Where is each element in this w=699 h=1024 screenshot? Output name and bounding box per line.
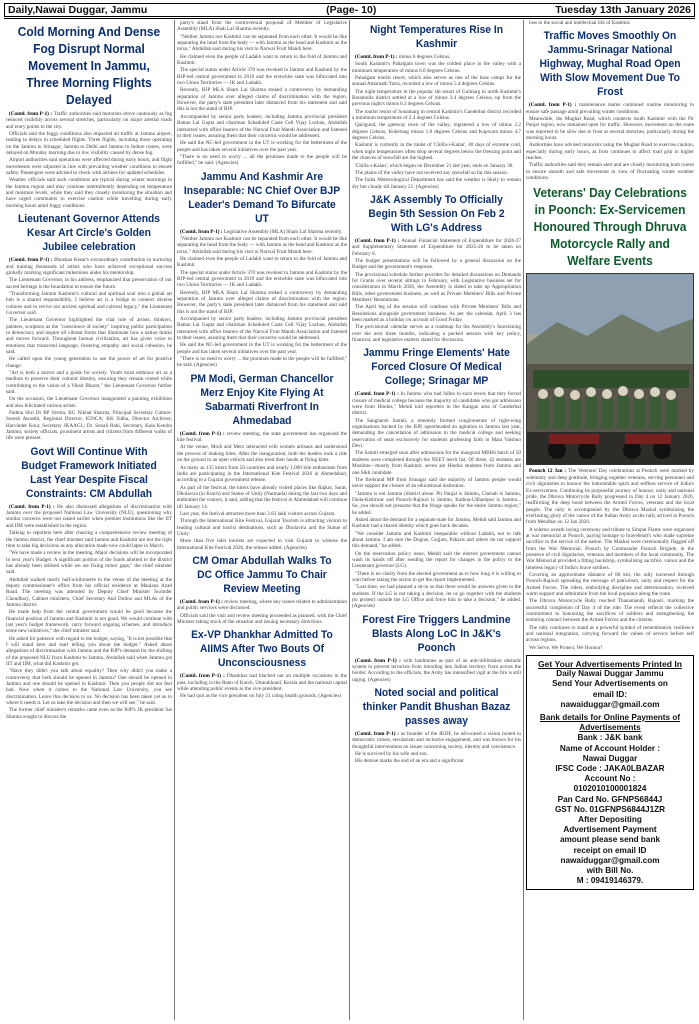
paragraph: On the occasion, the Lieutenant Governor inaugurated a painting exhibition and also felicitated various artists. [6,396,172,409]
headline-forest-fire[interactable]: Forest Fire Triggers Landmine Blasts Along LoC In J&K's Poonch [362,613,511,654]
paragraph: Authorities have advised motorists using the Mughal Road to exercise caution, especially during early hours, as frost continues to affect road grip in higher reaches. [526,142,694,162]
column-4 [526,20,694,1022]
paragraph: Padma Shri Dr BP Verma; BG Nikhat Sharma, Principal Secretary Culture; Suresh Awasthi, Regional Director, IGNCA; KK Sidha, Director Archives; Harvinder Kour, Secretary JKAACL; Dr. Sonali Rahi, Secretary, Kala Kendra Jammu; society officials, prominent artists and citizens from different walks of life were present. [6,410,172,442]
ad-line: Account No : [584,774,636,784]
paragraph: The rally continues to stand as a powerful symbol of remembrance, resilience and national integration, carrying forward the values of service before self across regions. [526,624,694,644]
paragraph: "Art is both a mirror and a guide for society. Youth must embrace art as a medium to preserve their cultural identity, ensuring they remain rooted while contributing to the vision of a Viksit Bharat," the Lieutenant Governor further said. [6,370,172,396]
paragraph: We Serve, We Protect, We Honour! [529,644,603,651]
dateline: (Contd. from P-1) : [180,598,225,605]
ad-contact-lines [531,669,689,710]
paragraph: A solemn wreath laying ceremony and tribute to Simpal Flame were organised at war memorial at Poonch, paying homage to braveheart's who made supreme sacrifice in the service of the nation. The Mashal were ceremonially flagged off from the War Memorial, Poonch by Commander Poonch Brigade, in the presence of civil dignitaries, veterans and members of the local community. The War Memorial provided a fitting backdrop, symbolising sacrifice, valour and the timeless legacy of India's brave soldiers. [526,526,694,571]
paragraph: "Neither Jammu nor Kashmir can be separated from each other. It would be like separating the head from the body — with Jammu as the head and Kashmir as the torso," Abdullah said during his visit to Narwal Fruit Mandi here. [177,33,347,53]
dateline: (Contd. from P-1) : [355,237,402,244]
paragraph: (Contd. from P-1) : Traffic authorities said motorists drove cautiously as fog reduced visibility across several stretches, particularly on major arterial roads and entry points to the city. [6,111,172,130]
paragraph: South Kashmir's Pahalgam town was the coldest place in the valley with a minimum temperature of minus 6.0 degrees Celsius. [352,61,521,74]
paragraph: (Contd. from P-1) : He also dismissed allegations of discrimination with Jammu over the proposed National Law University (NLU), questioning why similar concerns were not raised earlier when premier institutions like the IIT and IIM were established in the region. [6,503,172,529]
paragraph: He is survived by his wife and son. [355,751,428,758]
page-number: (Page- 10) [326,4,377,16]
ad-line: After Depositing [578,814,642,824]
ad-line: amount please send bank [559,835,661,845]
paragraph: (Contd. from P-1) : with landmines as part of an anti-infiltration obstacle system to prevent terrorists from intruding into Indian territory from across the border. According to the officials, the Army has intensified vigil at the fire is still raging. (Agencies) [352,657,521,683]
ad-line: with Bill No. [586,865,634,875]
column-1 [6,20,172,1022]
paragraph: Qazigund, the gateway town of the valley, registered a low of minus 2.2 degrees Celsius, Kokernag minus 1.8 degrees Celsius and Kupwara minus 4.7 degrees Celsius. [352,122,521,142]
paragraph: He claimed even the people of Ladakh want to return to the fold of Jammu and Kashmir. [177,255,347,269]
paragraph: He said the NC-led government in the UT is working for the betterment of the people and has taken several initiatives over the past year. [177,140,347,153]
column-divider [349,20,350,1020]
paragraph: The former chief minister's remarks came even as the BJP's JK president Sat Sharma sought to discuss the [6,707,172,720]
paragraph: "Neither Jammu nor Kashmir can be separated from each other. It would be like separating the head from the body — with Jammu as the head and Kashmir as the torso," Abdullah said during his visit to Narwal Fruit Mandi here. [177,235,347,255]
ad-line: Name of Account Holder : [559,743,661,753]
paragraph: Officials said the foggy conditions also impacted air traffic at Jammu airport, leading to delays in scheduled flights. Three flights, including those operating on the Jammu to Srinagar, Jammu to Delhi and Jammu to Indore routes, were delayed on Monday morning due to low visibility caused by dense fog. [6,131,172,157]
article-night-temperatures [352,54,521,190]
dateline: (Contd. from P-1) : [9,257,55,264]
paragraph: (Contd. from P-1) : review meeting, the state government has organised the kite festival. [177,430,347,444]
column-3 [352,20,521,1022]
paragraph: (Contd. from P-1) : Annual Financial Statement of Expenditure for 2026-27 and Supplementary Statement of Expenditure for 2025-26 to be taken on February 6. [352,237,521,257]
paragraph: Talking to reporters here after chairing a comprehensive review meeting of the Jammu district, the chief minister said Jammu and Kashmir are not the right time to take big decisions as any allocation made now could lapse in March. [6,530,172,549]
paragraph: The Sangharsh Samiti, a remotely formed conglomerate of right-wing organisations backed by the BJP, spearheaded an agitation in Jammu last year, demanding the cancellation of admission to the medical college and seeking reservation of seats exclusively for students professing faith in Mata Vaishno Devi. [352,417,521,450]
column-2 [177,20,347,1022]
ad-line: IFSC Code : JAKA0LBAZAR [555,763,665,773]
paragraph: As part of the festival, the kiters have already visited places like Rajkot, Surat, Dholavira (in Kutch) and Statue of Unity (Narmada) during the last two days and enthralled the visitors, it said, adding that the festival in Ahmedabad will continue till January 14. [177,484,347,510]
paragraph: "We have made a review in the meeting. Major decisions will be incorporated in next year's Budget. A significant portion of the funds allotted to the district has already been utilised while we are fixing minor gaps," the chief minister said. [6,550,172,576]
paragraph: He made help from the central government would be good because the financial position of Jammu and Kashmir is not good. We would continue with last year's budget framework, carry forward ongoing schemes, and introduce some new initiatives," the chief minister said. [6,609,172,635]
paragraph: As many as 135 kiters from 50 countries and nearly 1,000 kite enthusiasts from India are participating in the International Kite Festival 2026 in Ahmedabad, according to a Gujarat government release. [177,464,347,484]
rally-photo-illustration [527,274,694,465]
masthead [4,3,695,17]
headline-bazaz[interactable]: Noted social and political thinker Pandit Bhushan Bazaz passes away [362,687,511,728]
ad-line: M : 09419146379. [576,876,644,886]
headline-fog[interactable]: Cold Morning And Dense Fog Disrupt Normal Movement In Jammu, Three Morning Flights Delayed [17,24,161,107]
dateline: (Contd. from P-1) : [529,102,580,109]
paragraph: "There is no need to worry ... the promises made to the people will be fulfilled," he said. (Agencies) [177,356,347,369]
ad-bank-title: Bank details for Online Payments of Advertisements [539,712,681,733]
article-inseparable [177,229,347,369]
headline-kesar-art[interactable]: Lieutenant Governor Attends Kesar Art Circle's Golden Jubilee celebration [17,213,160,254]
ad-line: Send Your Advertisements on [552,679,668,689]
paragraph: The provisional schedule further provides for detailed discussions on Demands for Grants over several sittings in February, with Legislative business set for consideration in March 2026, the Assembly is slated to take up Appropriation Bills, other government business, as well as Private Members' Bills and Private Members' Resolutions. [352,271,521,303]
article-bazaz [352,731,521,765]
paragraph: He called upon the young generation to use the power of art for positive change. [6,356,172,369]
paragraph: More than five lakh tourists are expected to visit Gujarat to witness the International Kite Festival 2026, the release added. (Agencies) [177,538,347,551]
paragraph: Pahalgam tourist resort, which also serves as one of the base camps for the annual Amarnath Yatra, recorded a low of minus 5.4 degrees Celsius. [352,75,521,88]
dateline: Poonch 12 Jan : [529,468,569,475]
paragraph: The provisional calendar serves as a roadmap for the Assembly's functioning over the next three months, indicating a packed session with key policy, financial, and legislative matters slated for discussion. [352,324,521,344]
advertisement-box [526,655,694,890]
ad-line: Advertisement Payment [563,825,657,835]
paper-name: Daily,Nawai Duggar, Jammu [8,4,148,16]
paragraph: Traffic authorities said they remain alert and are closely monitoring both routes to ensure smooth and safe movement in view of fluctuating winter weather conditions. [526,162,694,182]
paragraph: Poonch 12 Jan : The Veterans' Day celebrations at Poonch were marked by solemnity and deep gratitude, bringing together veterans, serving personnel and civil dignitaries to honour the indomitable spirit and selfless service of India's Ex-servicemen. Continuing its purposeful journey of honour, unity and national pride, the Dhruva Motorcycle Rally progressed to Day 4 on 12 January 2026, reaffirming the deep bond between the Armed Forces, veterans and the local people. The rally is accompanied by the Dhruva Mashal symbolising the everlasting glory of the valour of the Indian Army as the rally arrived at Poonch from Mendhar on 12 Jan 2026. [526,468,694,526]
headline-veterans-day[interactable]: Veterans' Day Celebrations in Poonch: Ex-Servicemen Honoured Through Dhruva Motorcycle Rally and Welfare Events [533,185,687,269]
paragraph: The night temperature in the popular ski resort of Gulmarg in north Kashmir's Baramulla district settled at a low of minus 3.4 degrees Celsius, up from the previous night's minus 6.3 degrees Celsius. [352,88,521,108]
paragraph: (Contd. from P-1) : maintenance teams continued routine monitoring to ensure safe passage amid prevailing winter conditions. [526,102,694,115]
article-fog [6,111,172,209]
dateline: (Contd. from P-1) : [180,228,224,235]
paragraph: Accompanied by senior party leaders, including Jammu provincial president Rattan Lal Gupta and chairman Scheduled Caste Cell Vijay Lochan, Abdullah interacted with office bearers of the Narwal Fruit Mandi Association and listened to their issues, assuring them that their concerns would be addressed. [177,316,347,342]
paragraph: (Contd. from P-1) : Dhankhar had blacked out on multiple occasions in the past, including in the Rann of Kutch, Uttarakhand, Kerala and the national capital while attending public events as the vice president. [177,673,347,693]
paragraph: "Last time, we had planned a sit-in so that there would be answers given to the students. If the LG is not taking a decision, let us go together with the students (to protest) outside the LG Office and force him to take a decision," he added. (Agencies) [352,584,521,610]
paragraph: "There is no clarity from the elected government as to how long it is willing to wait before taking the action to get the report implemented. [352,570,521,583]
paragraph: The Dhruva Motorcycle Rally reached Thanamandi, Rajouri, marking the successful completion of Day 4 of the ride. The event reflects the collective commitment to honouring the sacrifices of soldiers and strengthening the enduring connect between the Armed Forces and the citizens. [526,598,694,624]
dateline: (Contd. from P-1) : [355,657,404,664]
paragraph: (Contd. from P-1) : In Jammu who had fallen to such levels that they forced closure of medical college because the majority of candidates who got admission were from Hindus," Mehdi told reporters in the Kangan area of Ganderbal district. [352,391,521,417]
ad-line: nawaiduggar@gmail.com [560,855,660,865]
paragraph: Recently, BJP MLA Sham Lal Sharma stoked a controversy by demanding separation of Jammu over alleged claims of discrimination with the region. However, the party's state president later distanced from his statement and said this is not the stand of BJP. [177,289,347,315]
paragraph: The Lieutenant Governor, in his address, emphasized that preservation of our sacred heritage is the foundation to ensure the future. [6,277,172,290]
headline-highway-traffic[interactable]: Traffic Moves Smoothly On Jammu-Srinagar National Highway, Mughal Road Open With Slow Movement Due To Frost [539,30,681,99]
ad-line: receipt on email ID [573,845,647,855]
paragraph: The budget presentations will be followed by a general discussion on the Budget and the government's response. [352,257,521,271]
article-forest-fire [352,658,521,683]
paragraph: party's stand from the controversial proposal of Member of Legislative Assembly (MLA) Shah Lal Sharma recently. [177,20,347,33]
paragraph: Through the International Kite Festival, Gujarat Tourism is attracting visitors to leading cultural and tourist destinations, such as Dholavira and the Statue of Unity. [177,518,347,537]
ad-line: 0102010100001824 [573,784,647,794]
article-highway-traffic [526,102,694,181]
paragraph: Last year, the festival attracted more than 3.83 lakh visitors across Gujarat. [180,510,336,517]
paragraph: Officials said the visit and review meeting proceeded as planned, with the Chief Minister taking stock of the situation and issuing necessary directions. [177,612,347,625]
paragraph: The plains of the valley have not received any snowfall so far this season. [355,169,508,176]
paragraph: The April leg of the session will continue with Private Members' Bills and Resolutions alongside government business. As per the calendar, April 3 has been marked as a holiday on account of Good Friday. [352,304,521,323]
paragraph: 'Chilla-i-Kalan', which began on December 21 last year, ends on January 30. [355,162,514,169]
headline-inseparable[interactable]: Jammu And Kashmir Are Inseparable: NC Chief Over BJP Leader's Demand To Bifurcate UT [183,170,341,225]
paragraph: "There is no need to worry ... all the promises made to the people will be fulfilled," he said. (Agencies) [177,153,347,167]
ad-line: email ID: [592,689,628,699]
column-divider [174,20,175,1020]
paragraph: The Lieutenant Governor highlighted the vital role of artists, thinkers, painters, sculptors as the "conscience of society" inspiring public participation in democracy and inspire all vibrant forms that illuminate how a nation thinks and moves forward. Throughout human civilization, art has given voice to emotions that transcend language, fostering empathy and social cohesion, he said. [6,317,172,355]
issue-date: Tuesday 13th January 2026 [555,4,691,16]
article-dhankhar [177,673,347,699]
ad-line: GST No. 01GFNPS6844J1ZR [554,804,666,814]
dateline: (Contd. from P-1) : [355,731,401,738]
ad-line: Pan Card No. GFNPS6844J [557,794,663,804]
dateline: (Contd. from P-1) : [180,673,227,680]
article-veterans-day [526,468,694,651]
paragraph: Recently, BJP MLA Sham Lal Sharma stoked a controversy by demanding separation of Jammu over alleged claims of discrimination with the region. However, the party's state president later distanced from his statement and said this is not the stand of BJP. [177,87,347,113]
paragraph: Abdullah walked nearly half-a-kilometre to the venue of the meeting at the deputy commissioner's office from his official residence at Maulana Azad Road. The meeting was attended by Deputy Chief Minister Surinder Choudhary, Cabinet ministers, Chief Secretary Atal Dulloo and MLAs of the Jammu district. [6,576,172,608]
article-assembly-session [352,238,521,344]
headline-kite-flying[interactable]: PM Modi, German Chancellor Merz Enjoy Kite Flying At Sabarmati Riverfront In Ahmedabad [190,372,334,427]
paragraph: (Contd. from P-1) : as founder of the JKDF, he advocated a vision rooted in democratic values, secularism and inclusive engagement, and was known for his thoughtful interventions on issues concerning society, identity and coexistence. [352,731,521,750]
headline-assembly-session[interactable]: J&K Assembly To Officially Begin 5th Session On Feb 2 With LG's Address [368,193,505,234]
paragraph: At the venue, Modi and Merz interacted with women artisans and understood the process of making kites. After the inauguration, both the leaders took a ride on the ground in an open vehicle and also tried their hands at flying kites. [177,444,347,464]
article-medical-college [352,391,521,609]
ad-line: nawaiduggar@gmail.com [560,699,660,709]
dateline: (Contd. from P-1) : [9,111,54,117]
paragraph: The Samiti emerged soon after admissions for the inaugural MBBS batch of 50 students were completed through the NEET merit list. Of these, 42 students are Muslims—mostly from Kashmir, seven are Hindus students from Jammu and one Sikh candidate. [352,450,521,476]
paragraph: The firebrand MP from Srinagar said the majority of Jammu people would never support the closure of an educational institution. [352,476,521,490]
paragraph: Weather officials said such conditions are typical during winter mornings in the Jammu region and may continue intermittently depending on temperature and moisture levels, while they said they closely monitoring the situation and have urged commuters to exercise caution while travelling during early morning hours amid foggy conditions. [6,177,172,209]
rally-photo [526,273,694,465]
paragraph: He asked for patience with regard to the budget, saying, "It is not possible that I will stand here and start telling you about the budget." Asked about allegations of discrimination with Jammu and the BJP's demand for the shifting of the proposed NLU from Kashmir to Jammu, Abdullah said when Jammu got IIT and IIM, what did Kashmir get. [6,635,172,668]
article-cm-walks [177,599,347,625]
paragraph: On the reservation policy issue, Mehdi said the elected government cannot wash its hands off after sending the report for changes in the policy to the Lieutenant governor (LG). [352,550,521,570]
headline-cm-walks[interactable]: CM Omar Abdullah Walks To DC Office Jammu To Chair Review Meeting [192,554,332,595]
headline-dhankhar[interactable]: Ex-VP Dhankhar Admitted To AIIMS After Two Bouts Of Unconsciousness [191,629,333,670]
column-divider [523,20,524,1020]
paragraph: His demise marks the end of an era and a significant [355,758,464,765]
paragraph: (Contd. from P-1) : minus 6 degrees Celsius. [355,54,451,60]
paragraph: Asked about the demand for a separate state for Jammu, Mehdi said Jammu and Kashmir had a shared identity which goes back decades. [352,516,521,530]
paragraph: "Jammu is not Jammu (district alone. Pir Panjal is Jammu, Chenab is Jammu, Doda-Kishtwar and Poonch-Rajouri is Jammu, Kathua-Udhampur is Jammu... So, you should not presume that the fringe speaks for the entire Jammu region," he added. [352,490,521,516]
paragraph: Covering an approximate distance of 80 km, the rally traversed through Poonch-Rajouri spreading the message of patriotism, unity and respect for the Armed Forces. The riders, embodying discipline and determination, received warm support and admiration from the local populace along the route. [526,571,694,597]
paragraph: He said the NC-led government in the UT is working for the betterment of the people and has taken several initiatives over the past year. [177,342,347,355]
headline-medical-college[interactable]: Jammu Fringe Elements' Hate Forced Closure Of Medical College; Srinagar MP [363,347,510,388]
paragraph: (Contd. from P-1) : Legislative Assembly (MLA) Sham Lal Sharma recently. [180,228,343,235]
dateline: (Contd. from P-1) : [355,391,401,398]
paragraph: He had quit as the vice president on July 21 citing health grounds. (Agencies) [180,693,342,700]
ad-line: Bank : J&K bank [577,733,643,743]
paragraph: The special status under Article 370 was revoked in Jammu and Kashmir by the BJP-led central government in 2019 and the erstwhile state was bifurcated into two Union Territories — JK and Ladakh. [177,67,347,87]
dateline: (Contd. from P-1) : [180,430,227,437]
paragraph: He claimed even the people of Ladakh want to return to the fold of Jammu and Kashmir. [177,53,347,67]
ad-title: Get Your Advertisements Printed In [537,659,683,670]
paragraph: "Have they didn't you talk about equality? Then why didn't you make a controversy that both should be opened in Jammu? One should be opened in Jammu and one should be opened in Kashmir. Then you people did not feel bad. Now when it comes to the National Law University, you see discrimination. Leave this decision to us. No decision has been taken yet as to where it needs it. Let us take the decision and then we will see," he said. [6,668,172,707]
paragraph: "Transforming Jammu Kashmir's cultural and spiritual soul into a global art hub is a shared responsibility. I believe art is a bridge to connect diverse cultures and to revive our ancient spiritual and cultural legacy," the Lieutenant Governor said. [6,290,172,316]
paragraph: "We consider Jammu and Kashmir inseparable without Ladakh, not to talk about Jammu. I am sure the Dogras, Gujjars, Paharis and others do not support this demand," he added. [352,530,521,550]
headline-night-temperatures[interactable]: Night Temperatures Rise In Kashmir [369,24,504,50]
paragraph: The tourist resort of Sonamarg in central Kashmir's Ganderbal district recorded a minimum temperature of 2.4 degrees Celsius. [352,108,521,122]
paragraph: The special status under Article 370 was revoked in Jammu and Kashmir by the BJP-led central government in 2019 and the erstwhile state was bifurcated into two Union Territories — JK and Ladakh. [177,269,347,289]
article-kesar-art [6,257,172,442]
dateline: (Contd. from P-1) : [355,54,399,60]
paragraph: Airport authorities said operations were affected during early hours, and flight movements were adjusted in line with prevailing weather conditions to ensure safety. Passengers were advised to check with airlines for updated schedules. [6,157,172,177]
article-kite-flying [177,431,347,551]
article-continued [177,20,347,167]
paragraph: (Contd. from P-1) : Bhushan Kesar's extraordinary contribution in nurturing and training thousands of artists who have achieved exceptional success globally marking significant milestones under his mentorship. [6,257,172,276]
paragraph: Meanwhile, the Mughal Road, which connects south Kashmir with the Pir Panjal region, now remained open for traffic. However, movement on the route was reported to be slow due to frost at several stretches, particularly during the morning hours. [526,116,694,142]
paragraph: loss to the social and intellectual life of Kashmir. [529,20,631,26]
headline-budget[interactable]: Govt Will Continue With Budget Framework Initiated Last Year Despite Fiscal Constraints: CM Abdullah [21,445,157,500]
article-budget [6,504,172,720]
ad-line: Daily Nawai Duggar Jammu [556,669,664,679]
article-continued [526,20,694,26]
dateline: (Contd. from P-1) : [9,503,58,510]
paragraph: The India Meteorological Department has said the weather is likely to remain dry but cloudy till January 21. (Agencies) [352,177,521,190]
masthead-rule [4,18,695,19]
paragraph: Kashmir is currently in the midst of 'Chilla-i-Kalan', 40 days of extreme cold, when night temperatures often drop several degrees below the freezing point and the chances of snowfall are the highest. [352,142,521,162]
paragraph: (Contd. from P-1) : review meeting, where key issues related to administration and public services were discussed. [177,598,347,612]
ad-line: Nawai Duggar [582,753,638,763]
paragraph: Accompanied by senior party leaders, including Jammu provincial president Rattan Lal Gupta and chairman Scheduled Caste Cell Vijay Lochan, Abdullah interacted with office bearers of the Narwal Fruit Mandi Association and listened to their issues, assuring them that their concerns would be addressed. [177,113,347,139]
ad-bank-lines [531,733,689,886]
